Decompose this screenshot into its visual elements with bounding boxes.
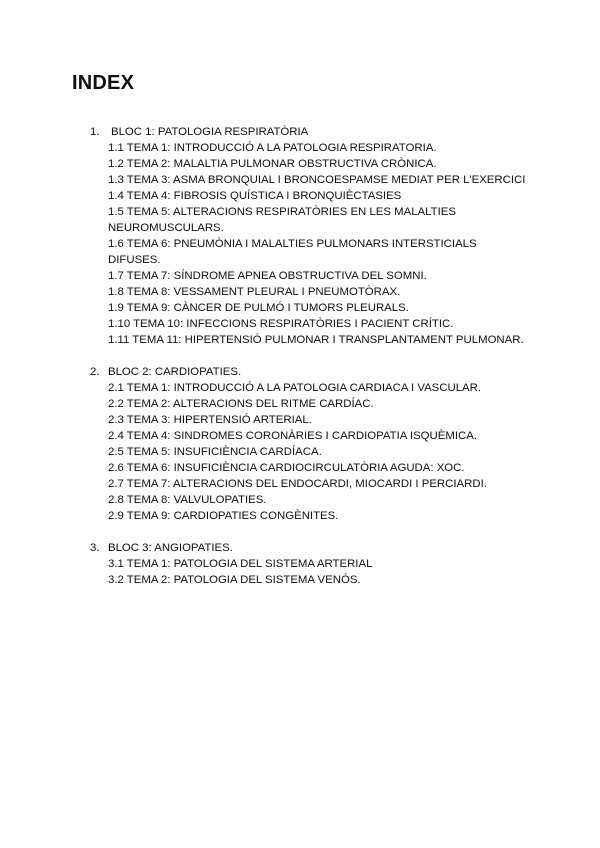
bloc-number: 3. [90,542,100,554]
bloc-number: 2. [90,366,100,378]
topic-item: 1.11 TEMA 11: HIPERTENSIÓ PULMONAR I TRANSPLANTAMENT PULMONAR. [108,334,524,346]
topic-item: 1.8 TEMA 8: VESSAMENT PLEURAL I PNEUMOTÒRAX. [108,286,401,298]
topic-item: 2.6 TEMA 6: INSUFICIÈNCIA CARDIOCIRCULATÒRIA AGUDA: XOC. [108,462,465,474]
topic-item: 2.7 TEMA 7: ALTERACIONS DEL ENDOCARDI, MIOCARDI I PERCIARDI. [108,478,487,490]
topic-item: 3.1 TEMA 1: PATOLOGIA DEL SISTEMA ARTERIAL [108,558,373,570]
topic-item: 1.5 TEMA 5: ALTERACIONS RESPIRATÒRIES EN LES MALALTIES NEUROMUSCULARS. [108,206,456,234]
bloc-3 [90,540,530,588]
topic-item: 1.6 TEMA 6: PNEUMÒNIA I MALALTIES PULMONARS INTERSTICIALS DIFUSES. [108,238,477,266]
topic-item: 1.4 TEMA 4: FIBROSIS QUÍSTICA I BRONQUIÈCTASIES [108,190,402,202]
topic-item: 1.7 TEMA 7: SÍNDROME APNEA OBSTRUCTIVA DEL SOMNI. [108,270,427,282]
bloc-heading [90,540,530,556]
topic-item: 2.5 TEMA 5: INSUFICIÈNCIA CARDÍACA. [108,446,322,458]
bloc-title: BLOC 2: CARDIOPATIES. [108,366,242,378]
bloc-title: BLOC 3: ANGIOPATIES. [108,542,233,554]
bloc-number: 1. [90,126,100,138]
topic-item: 2.3 TEMA 3: HIPERTENSIÓ ARTERIAL. [108,414,312,426]
topic-item: 1.1 TEMA 1: INTRODUCCIÓ A LA PATOLOGIA RESPIRATORIA. [108,142,437,154]
bloc-heading [90,124,530,140]
page-title: INDEX [72,72,135,94]
table-of-contents [90,124,530,604]
topic-item: 2.8 TEMA 8: VALVULOPATIES. [108,494,267,506]
topic-item: 2.1 TEMA 1: INTRODUCCIÓ A LA PATOLOGIA CARDIACA I VASCULAR. [108,382,482,394]
topic-item: 2.9 TEMA 9: CARDIOPATIES CONGÈNITES. [108,510,339,522]
bloc-1 [90,124,530,348]
bloc-heading [90,364,530,380]
topic-item: 3.2 TEMA 2: PATOLOGIA DEL SISTEMA VENÓS. [108,574,361,586]
topic-list [90,380,530,524]
topic-item: 2.2 TEMA 2: ALTERACIONS DEL RITME CARDÍAC. [108,398,374,410]
topic-item: 1.9 TEMA 9: CÀNCER DE PULMÓ I TUMORS PLEURALS. [108,302,409,314]
topic-item: 2.4 TEMA 4: SINDROMES CORONÀRIES I CARDIOPATIA ISQUÈMICA. [108,430,478,442]
topic-item: 1.10 TEMA 10: INFECCIONS RESPIRATÒRIES I PACIENT CRÍTIC. [108,318,454,330]
bloc-title: BLOC 1: PATOLOGIA RESPIRATÒRIA [111,126,309,138]
topic-item: 1.2 TEMA 2: MALALTIA PULMONAR OBSTRUCTIVA CRÒNICA. [108,158,437,170]
topic-item: 1.3 TEMA 3: ASMA BRONQUIAL I BRONCOESPAMSE MEDIAT PER L'EXERCICI [108,174,526,186]
bloc-2 [90,364,530,524]
topic-list [90,556,530,588]
topic-list [90,140,530,348]
